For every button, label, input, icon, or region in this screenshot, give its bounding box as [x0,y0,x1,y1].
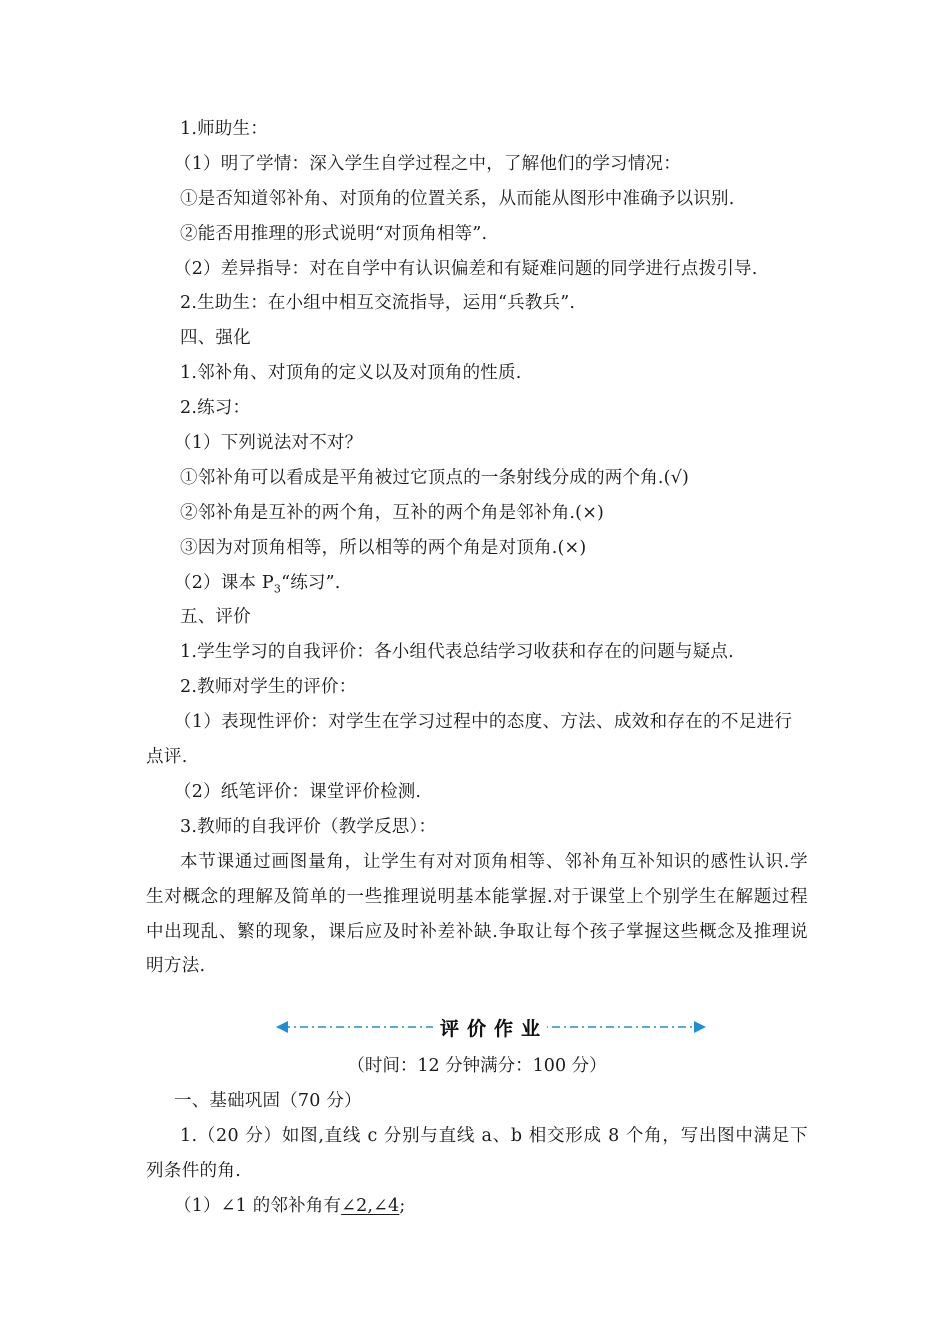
text-line: （1）下列说法对不对？ [174,433,363,454]
reflection-paragraph: 本节课通过画图量角，让学生有对对顶角相等、邻补角互补知识的感性认识.学生对概念的理解及简单的一些推理说明基本能掌握.对于课堂上个别学生在解题过程中出现乱、繁的现象，课后应及时补差补缺.争取让每个孩子掌握这些概念及推理说明方法. [146,851,808,977]
text-line: 2.教师对学生的评价： [180,677,357,698]
question-1: 1.（20 分）如图,直线 c 分别与直线 a、b 相交形成 8 个角，写出图中满足下列条件的角. [146,1125,808,1181]
text-line: ①是否知道邻补角、对顶角的位置关系，从而能从图形中准确予以识别. [180,188,735,209]
banner-title [433,1012,547,1042]
homework-banner [276,1010,706,1044]
text-line: ②能否用推理的形式说明“对顶角相等”. [180,223,488,244]
banner-char: 作 [494,1017,514,1040]
banner-char: 评 [439,1017,459,1040]
section-heading: 四、强化 [180,328,251,349]
text-line: ②邻补角是互补的两个角，互补的两个角是邻补角.(×) [180,502,605,523]
text-line: 1.邻补角、对顶角的定义以及对顶角的性质. [180,363,522,384]
question-1-part-1 [146,1189,808,1224]
banner-char: 业 [521,1017,541,1040]
text-line: 3.教师的自我评价（教学反思）： [180,816,437,837]
text-line: （1）明了学情：深入学生自学过程之中，了解他们的学习情况： [174,153,681,174]
left-arrow-icon [276,1021,288,1033]
q1-1-suffix: ; [399,1195,406,1216]
section-heading: 五、评价 [180,607,251,628]
section-heading: 一、基础巩固（70 分） [174,1091,362,1111]
text-line: 1.学生学习的自我评价：各小组代表总结学习收获和存在的问题与疑点. [180,642,734,663]
homework-body [146,1084,808,1224]
text-line: 2.生助生：在小组中相互交流指导，运用“兵教兵”. [180,293,576,314]
textbook-prefix: （2）课本 P [174,572,274,593]
q1-1-answer: ∠2,∠4 [341,1195,400,1216]
text-line: （2）差异指导：对在自学中有认识偏差和有疑难问题的同学进行点拨引导. [174,258,758,279]
text-line: （2）纸笔评价：课堂评价检测. [174,781,422,802]
lesson-body [146,112,808,984]
banner-char: 价 [466,1017,486,1040]
textbook-page-subscript: 3 [273,582,282,596]
text-line: 1.师助生： [180,119,268,139]
textbook-reference [146,566,808,601]
textbook-suffix: “练习”. [281,572,341,593]
time-note: （时间：12 分钟满分：100 分） [347,1056,607,1076]
paragraph: （1）表现性评价：对学生在学习过程中的态度、方法、成效和存在的不足进行点评. [146,712,793,768]
text-line: ①邻补角可以看成是平角被过它顶点的一条射线分成的两个角.(√) [180,467,690,488]
q1-1-prefix: （1）∠1 的邻补角有 [174,1195,342,1216]
text-line: ③因为对顶角相等，所以相等的两个角是对顶角.(×) [180,537,587,558]
text-line: 2.练习： [180,398,251,419]
right-arrow-icon [694,1021,706,1033]
